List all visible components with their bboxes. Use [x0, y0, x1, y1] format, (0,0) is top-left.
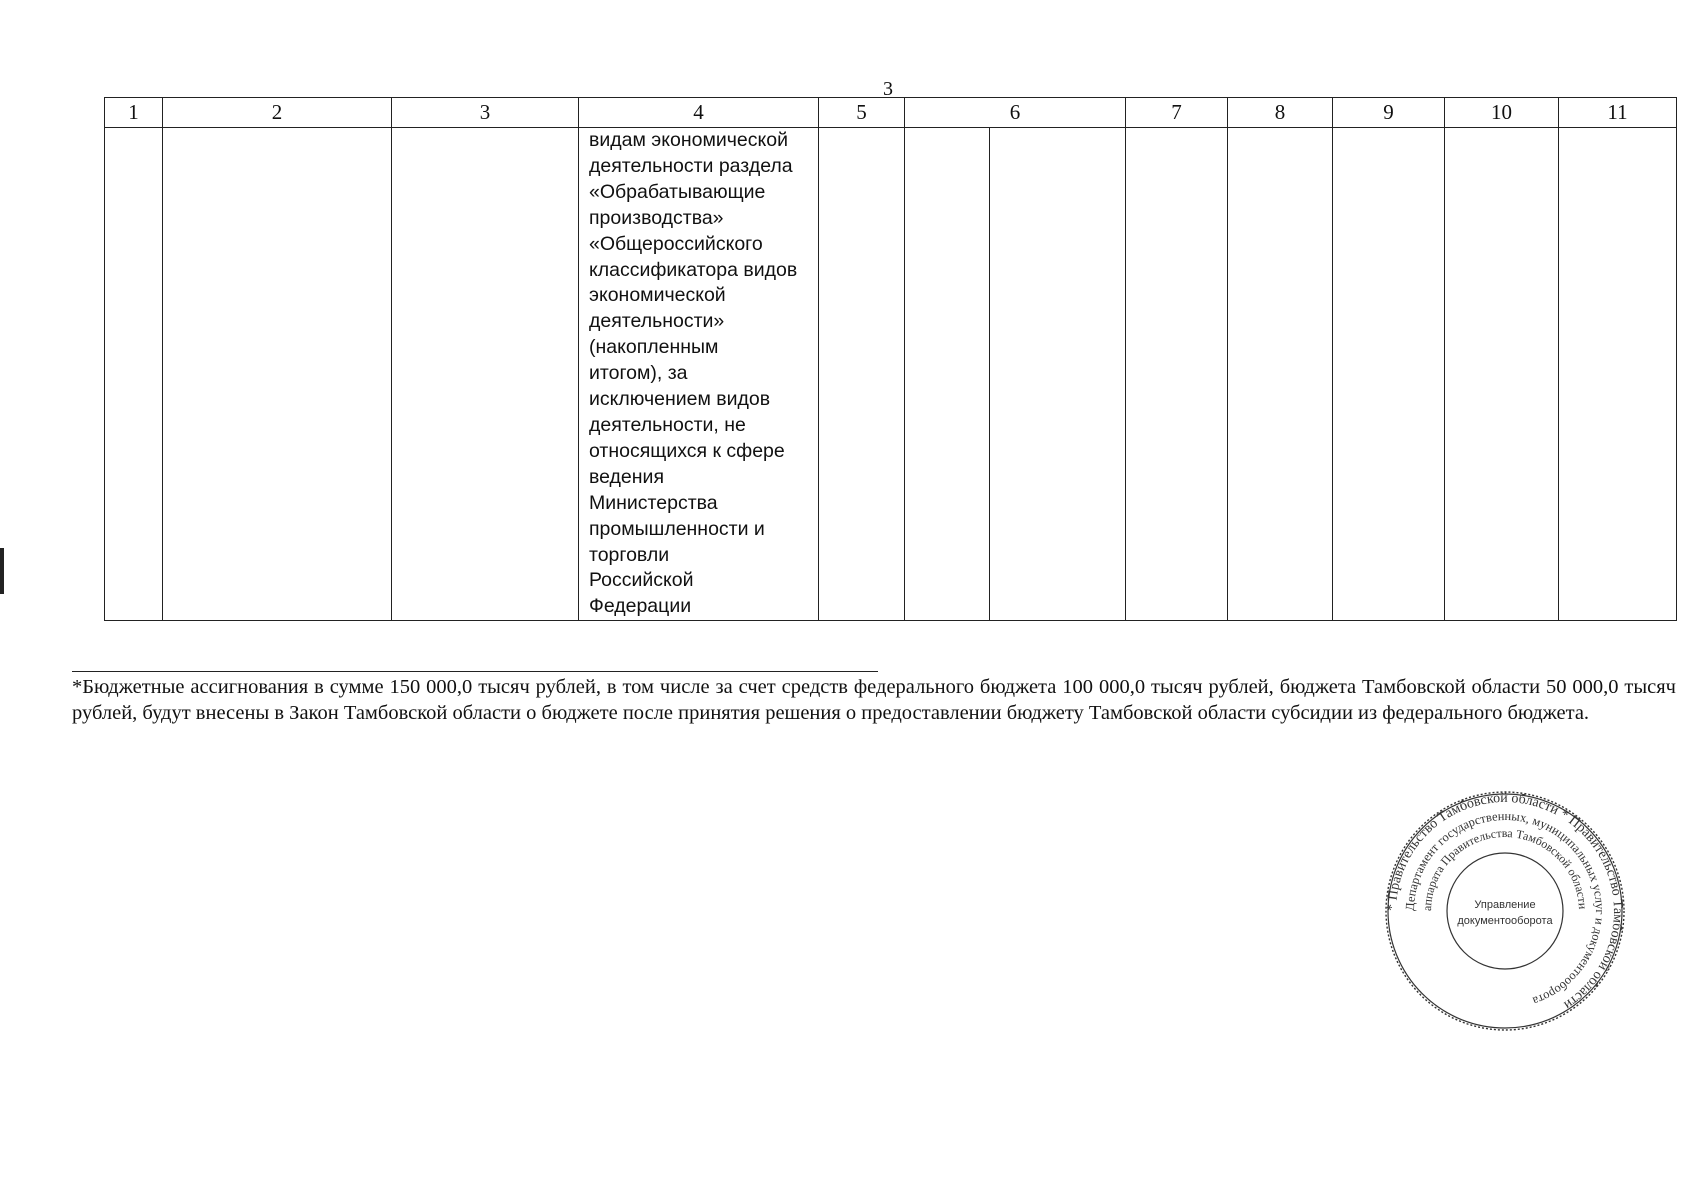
header-cell: 4 [579, 98, 819, 128]
table-cell [1333, 128, 1445, 621]
text-line: Министерства [589, 491, 718, 514]
table-cell [1228, 128, 1333, 621]
text-line: производства» [589, 206, 724, 229]
col6-split [905, 128, 1125, 620]
table-cell [819, 128, 905, 621]
scan-edge-mark [0, 548, 4, 594]
table-cell-col4 [579, 128, 819, 621]
text-line: деятельности раздела [589, 154, 793, 177]
table-cell [105, 128, 163, 621]
footnote-separator [72, 671, 878, 672]
text-line: классификатора видов [589, 258, 798, 281]
table-cell [1126, 128, 1228, 621]
text-line: промышленности и [589, 517, 765, 540]
seal-middle-text: Департамент государственных, муниципальных услуг и документооборота [1402, 808, 1608, 1009]
seal-center-line2: документооборота [1457, 915, 1553, 927]
page-number: 3 [883, 78, 893, 100]
text-line: деятельности» [589, 310, 725, 333]
text-line: Федерации [589, 595, 692, 618]
text-line: (накопленным [589, 336, 719, 359]
seal-inner-circle [1447, 853, 1563, 969]
table-cell [392, 128, 579, 621]
footnote: *Бюджетные ассигнования в сумме 150 000,0 тысяч рублей, в том числе за счет средств федерального бюджета 100 000,0 тысяч рублей, бюджета Тамбовской области 50 000,0 тысяч рублей, будут внесены в Закон Тамбовской области о бюджете после принятия решения о предоставлении бюджету Тамбовской области субсидии из федерального бюджета. [72, 676, 1676, 724]
header-cell: 6 [905, 98, 1126, 128]
text-line: ведения [589, 465, 665, 488]
text-line: итогом), за [589, 362, 688, 385]
header-row [105, 98, 1677, 128]
text-line: Российской [589, 569, 694, 592]
data-table [104, 97, 1677, 621]
header-cell: 8 [1228, 98, 1333, 128]
text-line: «Общероссийского [589, 232, 763, 255]
col4-text [579, 128, 818, 620]
text-line: деятельности, не [589, 413, 746, 436]
text-line: видам экономической [589, 129, 788, 151]
text-line: «Обрабатывающие [589, 180, 766, 203]
header-cell: 10 [1445, 98, 1559, 128]
seal-inner-text: аппарата Правительства Тамбовской области [1419, 825, 1591, 912]
table-cell [163, 128, 392, 621]
col6-divider [989, 128, 990, 620]
header-cell: 3 [392, 98, 579, 128]
text-line: относящихся к сфере [589, 439, 785, 462]
text-line: экономической [589, 284, 726, 307]
header-cell: 1 [105, 98, 163, 128]
table-row [105, 128, 1677, 621]
official-seal [1384, 790, 1626, 1032]
header-cell: 2 [163, 98, 392, 128]
text-line: торговли [589, 543, 670, 566]
header-cell: 7 [1126, 98, 1228, 128]
table-cell [1445, 128, 1559, 621]
header-cell: 9 [1333, 98, 1445, 128]
table-cell [1559, 128, 1677, 621]
seal-center-line1: Управление [1474, 899, 1536, 911]
table-cell-col6 [905, 128, 1126, 621]
text-line: исключением видов [589, 388, 771, 411]
header-cell: 11 [1559, 98, 1677, 128]
header-cell: 5 [819, 98, 905, 128]
seal-outer-text: * Правительство Тамбовской области * Правительство Тамбовской области [1384, 790, 1626, 1013]
